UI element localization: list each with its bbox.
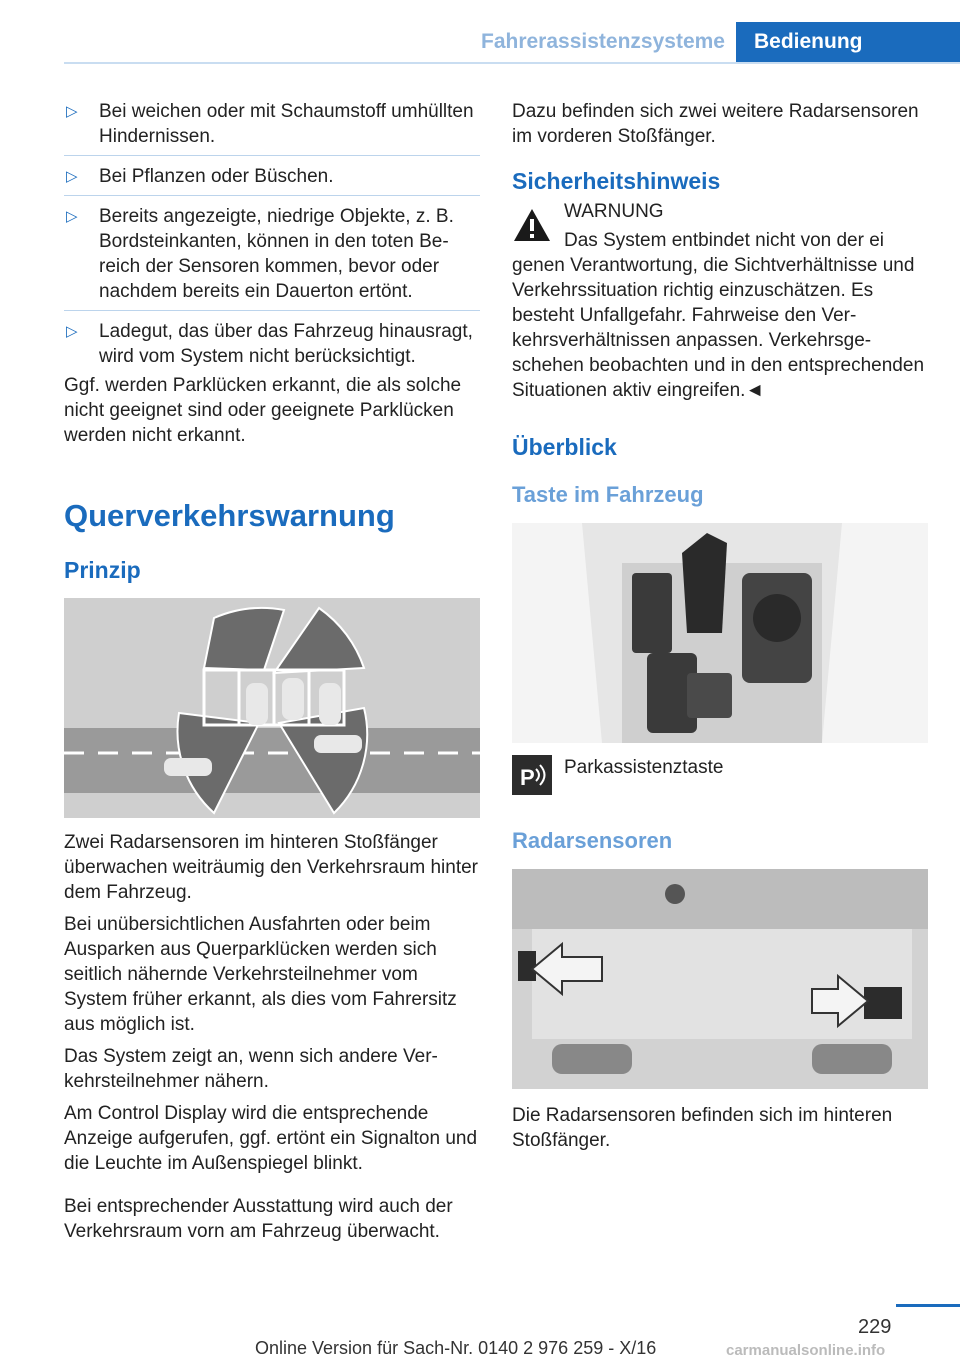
svg-text:P: P <box>520 765 535 790</box>
park-assist-button-icon <box>512 755 552 795</box>
paragraph: Dazu befinden sich zwei weitere Radarsensoren im vorderen Stoßfänger. <box>512 101 919 147</box>
paragraph: Bei entsprechender Ausstattung wird auch der Verkehrsraum vorn am Fahrzeug überwacht. <box>64 1196 453 1242</box>
warning-text: genen Verantwortung, die Sichtverhältnisse und Verkehrssituation richtig einzuschätzen. Es besteht Unfallgefahr. Fahrweise den Verkehrsverhältnissen anpassen. Verkehrsgeschehen beobachten und in den entsprechenden Situationen aktiv eingreifen.◄ <box>512 255 925 401</box>
online-version-note: Online Version für Sach-Nr. 0140 2 976 259 - X/16 <box>255 1338 657 1358</box>
bullet-item <box>64 319 480 369</box>
bullet-text: Ladegut, das über das Fahrzeug hinausragt, wird vom System nicht berücksichtigt. <box>99 321 473 367</box>
footer-rule <box>896 1304 960 1307</box>
warning-triangle-icon <box>512 207 552 243</box>
overview-heading: Überblick <box>512 434 617 460</box>
triangle-bullet-icon: ▷ <box>66 103 78 120</box>
watermark: carmanualsonline.info <box>726 1342 886 1359</box>
header-section-title: Fahrerassistenzsysteme <box>481 30 725 53</box>
safety-heading: Sicherheitshinweis <box>512 168 721 194</box>
paragraph: Die Radarsensoren befinden sich im hinteren Stoßfänger. <box>512 1105 893 1151</box>
cross-traffic-illustration <box>64 598 480 818</box>
warning-label: WARNUNG <box>564 201 664 222</box>
paragraph: Das System zeigt an, wenn sich andere Verkehrsteilnehmer nähern. <box>64 1046 438 1092</box>
triangle-bullet-icon: ▷ <box>66 323 78 340</box>
sensors-heading: Radarsensoren <box>512 828 673 853</box>
triangle-bullet-icon: ▷ <box>66 208 78 225</box>
paragraph: Am Control Display wird die entsprechende Anzeige aufgerufen, ggf. ertönt ein Signalton und die Leuchte im Außenspiegel blinkt. <box>64 1103 478 1174</box>
button-legend-label: Parkassistenztaste <box>564 757 724 778</box>
paragraph: Ggf. werden Parklücken erkannt, die als solche nicht geeignet sind oder geeignete Parklücken werden nicht erkannt. <box>64 375 462 446</box>
center-console-photo <box>512 523 928 743</box>
bullet-item <box>64 204 480 311</box>
paragraph: Bei unübersichtlichen Ausfahrten oder beim Ausparken aus Querparklücken werden sich seitlich nähernde Verkehrsteilnehmer vom System früher erkannt, als dies vom Fahrersitz aus möglich ist. <box>64 914 457 1035</box>
section-heading: Querverkehrswarnung <box>64 498 395 533</box>
warning-block <box>512 199 928 403</box>
page-number: 229 <box>858 1316 892 1338</box>
bullet-text: Bereits angezeigte, niedrige Objekte, z. B. Bordsteinkanten, können in den toten Bereich der Sensoren kommen, bevor oder nachdem bereits ein Dauerton ertönt. <box>99 206 454 302</box>
paragraph: Zwei Radarsensoren im hinteren Stoßfänger überwachen weiträumig den Verkehrsraum hinter dem Fahrzeug. <box>64 832 478 903</box>
bullet-text: Bei Pflanzen oder Büschen. <box>99 166 334 187</box>
subsection-heading: Prinzip <box>64 557 141 583</box>
bullet-text: Bei weichen oder mit Schaumstoff umhüllten Hindernissen. <box>99 101 474 147</box>
button-heading: Taste im Fahrzeug <box>512 482 704 507</box>
warning-text-first-line: Das System entbindet nicht von der ei <box>564 230 885 251</box>
bullet-item <box>64 164 480 196</box>
triangle-bullet-icon: ▷ <box>66 168 78 185</box>
right-column <box>512 99 928 1160</box>
bullet-item <box>64 99 480 156</box>
button-legend <box>512 755 928 797</box>
header-chapter-tab: Bedienung <box>736 22 960 62</box>
left-column <box>64 99 480 1251</box>
header-rule <box>64 62 960 64</box>
rear-bumper-photo <box>512 869 928 1089</box>
